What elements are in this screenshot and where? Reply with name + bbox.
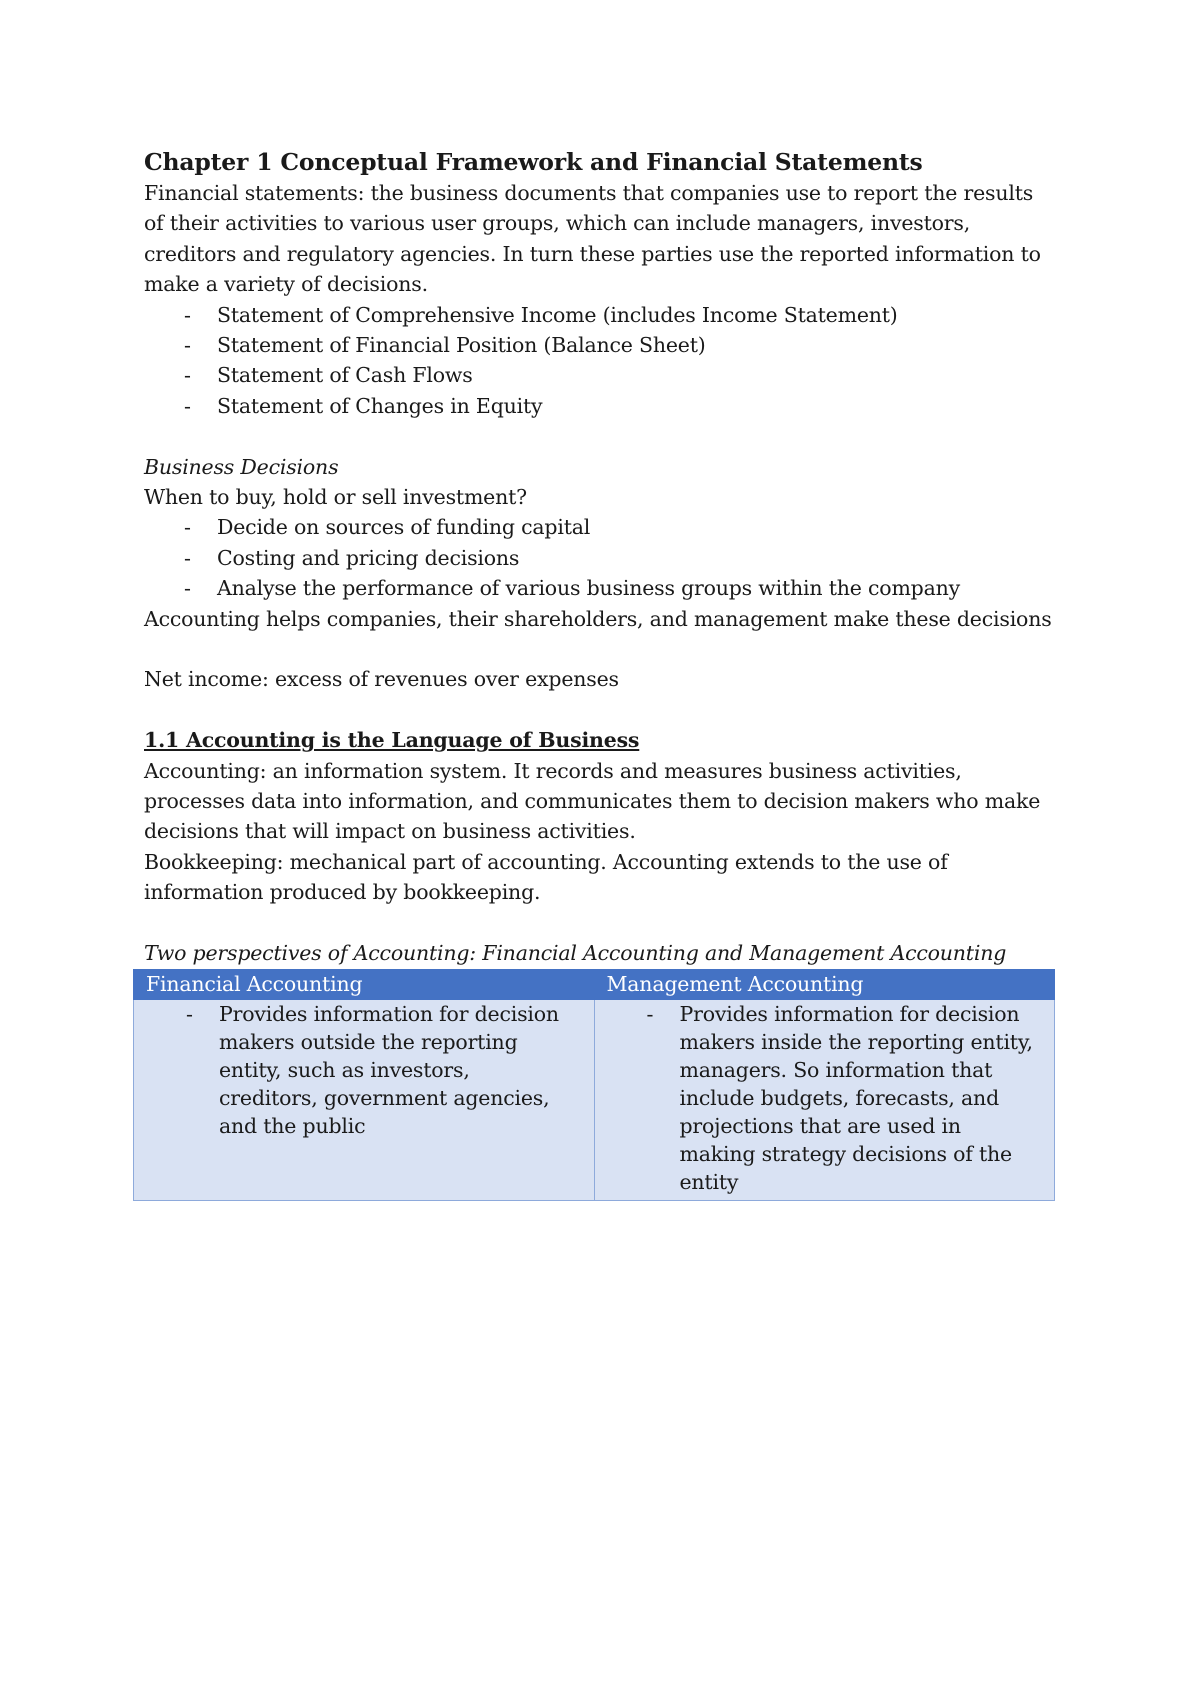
list-item: - Statement of Financial Position (Balance Sheet): [144, 330, 1054, 360]
list-item: - Costing and pricing decisions: [144, 543, 1054, 573]
business-decisions-summary: Accounting helps companies, their shareholders, and management make these decisions: [144, 606, 1052, 631]
net-income-definition: Net income: excess of revenues over expenses: [144, 667, 619, 692]
table-cell-financial: [134, 999, 595, 1200]
business-decisions-question: When to buy, hold or sell investment?: [144, 485, 527, 510]
document-page: [144, 146, 1054, 1201]
list-item: - Provides information for decision makers outside the reporting entity, such as investors, creditors, government agencies, and the public: [146, 1000, 582, 1140]
business-decisions-heading: Business Decisions: [144, 454, 339, 479]
table-cell-management: [594, 999, 1055, 1200]
bookkeeping-definition: Bookkeeping: mechanical part of accounting. Accounting extends to the use of information produced by bookkeeping.: [144, 849, 948, 905]
statements-list: [144, 300, 1054, 422]
perspectives-caption: Two perspectives of Accounting: Financial Accounting and Management Accounting: [144, 941, 1007, 966]
chapter-title: Chapter 1 Conceptual Framework and Financial Statements: [144, 148, 923, 176]
accounting-definition: Accounting: an information system. It records and measures business activities, processes data into information, and communicates them to decision makers who make decisions that will impact on business activities.: [144, 758, 1041, 844]
table-header-financial: Financial Accounting: [134, 969, 595, 999]
list-item: - Provides information for decision makers inside the reporting entity, managers. So information that include budgets, forecasts, and projections that are used in making strategy decisions of the entity: [607, 1000, 1043, 1196]
list-item: - Statement of Changes in Equity: [144, 391, 1054, 421]
intro-paragraph: Financial statements: the business documents that companies use to report the results of their activities to various user groups, which can include managers, investors, creditors and regulatory agencies. In turn these parties use the reported information to make a variety of decisions.: [144, 181, 1041, 297]
accounting-comparison-table: [133, 969, 1055, 1201]
list-item: - Decide on sources of funding capital: [144, 512, 1054, 542]
section-heading: 1.1 Accounting is the Language of Business: [144, 728, 640, 753]
table-header-row: [134, 969, 1055, 999]
list-item: - Statement of Cash Flows: [144, 360, 1054, 390]
table-row: [134, 999, 1055, 1200]
list-item: - Analyse the performance of various business groups within the company: [144, 573, 1054, 603]
business-decisions-list: [144, 512, 1054, 603]
list-item: - Statement of Comprehensive Income (includes Income Statement): [144, 300, 1054, 330]
table-header-management: Management Accounting: [594, 969, 1055, 999]
